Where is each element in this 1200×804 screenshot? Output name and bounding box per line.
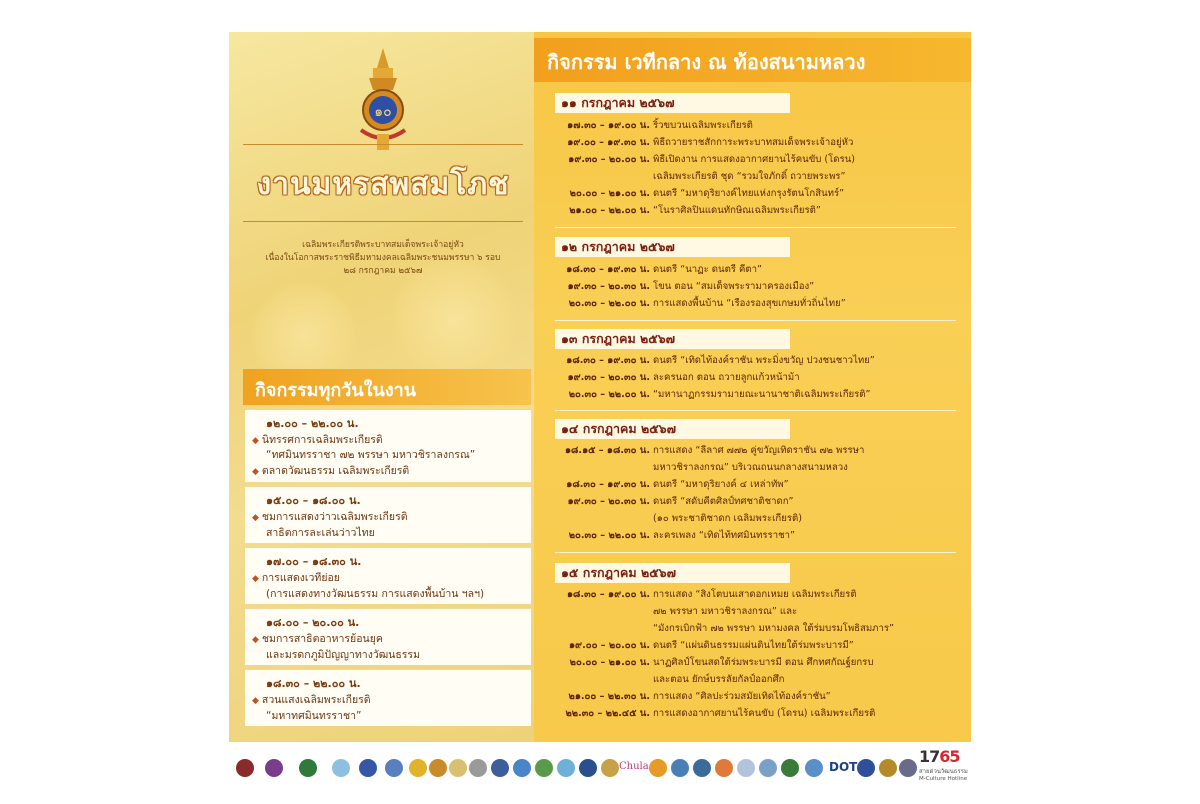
day-separator [555,227,956,228]
event-title-frame [243,144,523,222]
activity-time: ๑๘.๓๐ – ๒๒.๐๐ น. [266,677,361,690]
hotline-number: 1765 [919,747,960,766]
diamond-bullet-icon: ◆ [252,574,259,584]
right-panel: กิจกรรม เวทีกลาง ณ ท้องสนามหลวง ๑๑ กรกฎาคม ๒๕๖๗ ๑๗.๓๐ – ๑๙.๐๐ น. ริ้วขบวนเฉลิมพระเกียรติ ๑๙.๐๐ – ๑๙.๓๐ น. พิธีถวายราชสักการะพระบาทสมเด็จพระเจ้าอยู่หัว ๑๙.๓๐ – ๒๐.๐๐ น. พิธีเปิดงาน การแสดงอากาศยานไร้คนขับ (โดรน) เฉลิมพระเกียรติ ชุด “รวมใจภักดิ์ ถวายพระพร” ๒๐.๐๐ – ๒๑.๐๐ น. ดนตรี “มหาดุริยางค์ไทยแห่งกรุงรัตนโกสินทร์” ๒๑.๐๐ – ๒๒.๐๐ น. “โนราศิลปินแดนทักษิณเฉลิมพระเกียรติ” ๑๒ กรกฎาคม ๒๕๖๗ ๑๘.๓๐ – ๑๙.๓๐ น. ดนตรี “นาฏะ ดนตรี คีตา” ๑๙.๓๐ – ๒๐.๓๐ น. โขน ตอน “สมเด็จพระรามาครองเมือง” ๒๐.๓๐ – ๒๒.๐๐ น. การแสดงพื้นบ้าน “เรืองรองสุขเกษมทั่วถิ่นไทย” ๑๓ กรกฎาคม ๒๕๖๗ ๑๘.๓๐ – ๑๙.๓๐ น. ดนตรี “เทิดไท้องค์ราชัน พระมิ่งขวัญ ปวงชนชาวไทย” ๑๙.๓๐ – ๒๐.๓๐ น. ละครนอก ตอน ถวายลูกแก้วหน้าม้า ๒๐.๓๐ – ๒๒.๐๐ น. “มหานาฏกรรมรามายณะนานาชาติเฉลิมพระเกียรติ” ๑๔ กรกฎาคม ๒๕๖๗ ๑๘.๑๕ – ๑๘.๓๐ น. การแสดง “ลีลาศ ๗๗๒ คู่ขวัญเทิดราชัน ๗๒ พรรษา มหาวชิราลงกรณ” บริเวณถนนกลางสนามหลวง ๑๘.๓๐ – ๑๙.๓๐ น. ดนตรี “มหาดุริยางค์ ๔ เหล่าทัพ” ๑๙.๓๐ – ๒๐.๓๐ น. ดนตรี “สดับคีตศิลป์ทศชาติชาดก” (๑๐ พระชาติชาดก เฉลิมพระเกียรติ) ๒๐.๓๐ – ๒๒.๐๐ น. ละครเพลง “เทิดไท้ทศมินทรราชา” ๑๕ กรกฎาคม ๒๕๖๗ ๑๘.๓๐ – ๑๙.๐๐ น. การแสดง “สิงโตบนเสาดอกเหมย เฉลิมพระเกียรติ ๗๒ พรรษา มหาวชิราลงกรณ” และ “มังกรเบิกฟ้า ๗๒ พรรษา มหามงคล ใต้ร่มบรมโพธิสมภาร” ๑๙.๐๐ – ๒๐.๐๐ น. ดนตรี “แผ่นดินธรรมแผ่นดินไทยใต้ร่มพระบารมี” ๒๐.๐๐ – ๒๑.๐๐ น. นาฏศิลป์โขนสดใต้ร่มพระบารมี ตอน ศึกทศกัณฐ์ยกรบ และตอน ยักษ์บรรลัยกัลป์ออกศึก ๒๑.๐๐ – ๒๒.๓๐ น. การแสดง “ศิลปะร่วมสมัยเทิดไท้องค์ราชัน” ๒๒.๓๐ – ๒๒.๔๕ น. การแสดงอากาศยานไร้คนขับ (โดรน) เฉลิมพระเกียรติ [534,32,971,742]
partner-logo-icon [857,759,875,777]
day-date-label: ๑๑ กรกฎาคม ๒๕๖๗ [555,93,790,113]
partner-logo-icon [671,759,689,777]
activity-time: ๑๒.๐๐ – ๒๒.๐๐ น. [266,417,359,430]
hotline-label-thai: สายด่วนวัฒนธรรม [919,768,968,775]
partner-logo-icon [449,759,467,777]
partner-logo-icon [265,759,283,777]
partner-logo-icon [513,759,531,777]
activity-item: ◆ ชมการแสดงว่าวเฉลิมพระเกียรติ [252,511,408,523]
day-date-label: ๑๓ กรกฎาคม ๒๕๖๗ [555,329,790,349]
partner-logo-icon [781,759,799,777]
diamond-bullet-icon: ◆ [252,467,259,477]
daily-activity-card [245,547,531,604]
partner-logo-icon [535,759,553,777]
partner-logo-icon [737,759,755,777]
partner-logo-icon [429,759,447,777]
dot-logo: DOT [829,760,858,774]
poster [229,32,971,742]
daily-activity-card [245,409,531,482]
activity-item: ◆ ตลาดวัฒนธรรม เฉลิมพระเกียรติ [252,465,410,477]
activity-item: ◆ ชมการสาธิตอาหารย้อนยุค [252,633,383,645]
subtitle-line: ๒๘ กรกฎาคม ๒๕๖๗ [343,266,423,276]
partner-logo-icon [491,759,509,777]
partner-logo-icon [579,759,597,777]
day-date-label: ๑๕ กรกฎาคม ๒๕๖๗ [555,563,790,583]
subtitle-line: เฉลิมพระเกียรติพระบาทสมเด็จพระเจ้าอยู่หัว [302,240,464,250]
partner-logo-icon [409,759,427,777]
partner-logo-icon [693,759,711,777]
partner-logo-icon [299,759,317,777]
partner-logo-icon [359,759,377,777]
hotline-badge [919,747,969,782]
diamond-bullet-icon: ◆ [252,436,259,446]
diamond-bullet-icon: ◆ [252,696,259,706]
svg-text:๑๐: ๑๐ [374,104,392,120]
daily-activities-header [243,369,531,405]
subtitle-line: เนื่องในโอกาสพระราชพิธีมหามงคลเฉลิมพระชนมพรรษา ๖ รอบ [265,253,501,263]
partner-logo-icon [385,759,403,777]
activity-item-continued: และมรดกภูมิปัญญาทางวัฒนธรรม [266,649,420,661]
partner-logo-icon [236,759,254,777]
day-separator [555,410,956,411]
partner-logo-icon [649,759,667,777]
diamond-bullet-icon: ◆ [252,635,259,645]
chula-logo: Chula [619,761,649,772]
day-date-label: ๑๒ กรกฎาคม ๒๕๖๗ [555,237,790,257]
main-stage-title: กิจกรรม เวทีกลาง ณ ท้องสนามหลวง [547,50,866,74]
daily-activity-card [245,608,531,665]
partner-logo-icon [759,759,777,777]
partner-logo-icon [879,759,897,777]
diamond-bullet-icon: ◆ [252,513,259,523]
daily-activities-title: กิจกรรมทุกวันในงาน [255,380,417,401]
day-separator [555,320,956,321]
partner-logo-icon [805,759,823,777]
activity-item-continued: “มหาทศมินทรราชา” [266,710,362,722]
activity-item-continued: สาธิตการละเล่นว่าวไทย [266,527,375,539]
left-panel [229,32,534,742]
event-subtitle [243,239,523,278]
partner-logo-strip [229,745,971,791]
daily-activity-card [245,669,531,726]
day-separator [555,552,956,553]
partner-logo-icon [601,759,619,777]
daily-activity-card [245,486,531,543]
main-stage-header [534,38,971,82]
day-date-label: ๑๔ กรกฎาคม ๒๕๖๗ [555,419,790,439]
partner-logo-icon [332,759,350,777]
partner-logo-icon [469,759,487,777]
partner-logo-icon [899,759,917,777]
activity-item-continued: (การแสดงทางวัฒนธรรม การแสดงพื้นบ้าน ฯลฯ) [266,588,485,600]
royal-emblem-icon [355,46,411,154]
activity-time: ๑๘.๐๐ – ๒๐.๐๐ น. [266,616,360,629]
activity-item: ◆ การแสดงเวทีย่อย [252,572,340,584]
activity-item: ◆ สวนแสงเฉลิมพระเกียรติ [252,694,371,706]
activity-time: ๑๗.๐๐ – ๑๘.๓๐ น. [266,555,362,568]
partner-logo-icon [715,759,733,777]
event-title: งานมหรสพสมโภช [256,167,510,202]
activity-item-continued: “ทศมินทรราชา ๗๒ พรรษา มหาวชิราลงกรณ” [266,449,476,461]
partner-logo-icon [557,759,575,777]
hotline-label-english: M-Culture Hotline [919,776,968,782]
activity-item: ◆ นิทรรศการเฉลิมพระเกียรติ [252,434,383,446]
activity-time: ๑๕.๐๐ – ๑๘.๐๐ น. [266,494,361,507]
